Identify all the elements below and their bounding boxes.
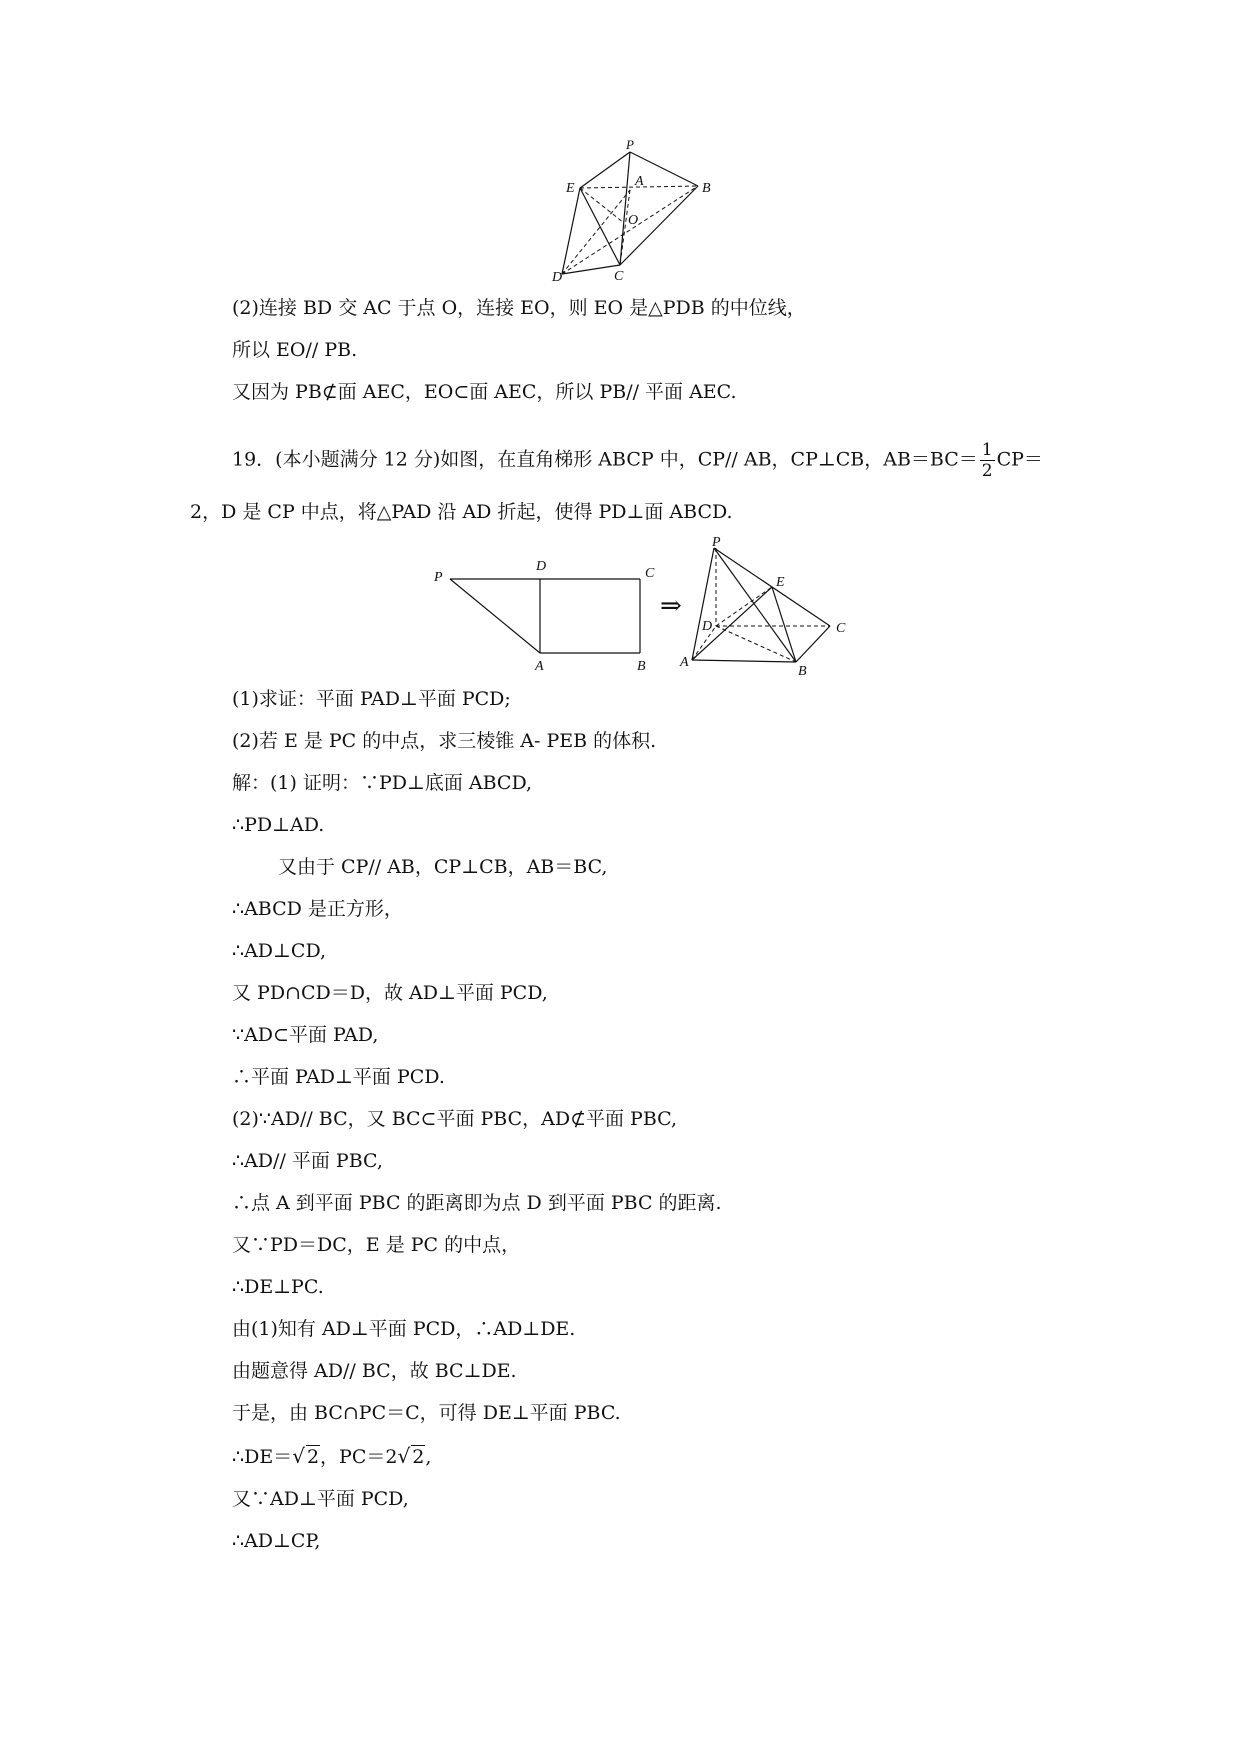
solution-line-2: ∴PD⊥AD. [232, 814, 325, 836]
label-A3: A [680, 655, 689, 670]
fraction-half: $\frac{1}{2}$ [981, 440, 993, 481]
label-E3: E [776, 575, 785, 590]
label-P: P [626, 137, 634, 152]
prev-line-1: (2)连接 BD 交 AC 于点 O，连接 EO，则 EO 是△PDB 的中位线， [232, 297, 806, 319]
label-B: B [702, 181, 711, 196]
solution-line-15: 由题意得 AD// BC，故 BC⊥DE. [232, 1360, 517, 1382]
label-E: E [566, 181, 575, 196]
solution-line-18: ∴AD⊥CP, [232, 1530, 321, 1552]
label-C3: C [836, 621, 846, 636]
question-1: (1)求证：平面 PAD⊥平面 PCD; [232, 688, 511, 710]
prev-line-3: 又因为 PB⊄面 AEC，EO⊂面 AEC，所以 PB// 平面 AEC. [232, 381, 737, 403]
solution-sqrt-line: ∴DE＝√ 2，PC＝2√ 2, [232, 1444, 432, 1468]
q19-line-2: 2，D 是 CP 中点，将△PAD 沿 AD 折起，使得 PD⊥面 ABCD. [190, 501, 733, 523]
label-P2: P [434, 570, 443, 585]
solution-line-7: ∵AD⊂平面 PAD, [232, 1024, 379, 1046]
solution-line-3: 又由于 CP// AB，CP⊥CB，AB＝BC, [278, 856, 608, 878]
label-A2: A [535, 659, 544, 674]
label-C2: C [645, 566, 655, 581]
solution-line-12: 又∵PD＝DC，E 是 PC 的中点， [232, 1234, 521, 1256]
solution-line-5: ∴AD⊥CD, [232, 940, 327, 962]
label-D3: D [702, 619, 713, 634]
solution-line-10: ∴AD// 平面 PBC, [232, 1150, 383, 1172]
solution-line-13: ∴DE⊥PC. [232, 1276, 324, 1298]
folded-pyramid-figure [680, 535, 860, 680]
label-B2: B [637, 659, 646, 674]
label-P3: P [712, 535, 721, 550]
solution-line-14: 由(1)知有 AD⊥平面 PCD，∴AD⊥DE. [232, 1318, 576, 1340]
solution-line-4: ∴ABCD 是正方形， [232, 898, 403, 920]
solution-line-8: ∴平面 PAD⊥平面 PCD. [232, 1066, 445, 1088]
solution-line-1: 解：(1) 证明：∵PD⊥底面 ABCD, [232, 772, 533, 794]
q19-line-1: 19．(本小题满分 12 分)如图，在直角梯形 ABCP 中，CP// AB，CP⊥CB，AB＝BC＝ $\frac{1}{2}$ CP＝ [232, 440, 1043, 481]
label-B3: B [798, 664, 807, 679]
pyramid-figure [552, 137, 732, 285]
label-A: A [635, 174, 644, 189]
label-D: D [552, 270, 563, 285]
prev-line-2: 所以 EO// PB. [232, 339, 358, 361]
solution-line-16: 于是，由 BC∩PC＝C，可得 DE⊥平面 PBC. [232, 1402, 621, 1424]
question-2: (2)若 E 是 PC 的中点，求三棱锥 A- PEB 的体积. [232, 730, 657, 752]
q19-text: 19．(本小题满分 12 分)如图，在直角梯形 ABCP 中，CP// AB，CP⊥CB，AB＝BC＝ [232, 448, 978, 471]
arrow-implies: ⇒ [660, 591, 682, 621]
solution-line-6: 又 PD∩CD＝D，故 AD⊥平面 PCD, [232, 982, 548, 1004]
solution-line-11: ∴点 A 到平面 PBC 的距离即为点 D 到平面 PBC 的距离. [232, 1192, 722, 1214]
label-D2: D [536, 559, 547, 574]
label-C: C [614, 269, 624, 284]
label-O: O [628, 213, 639, 228]
trapezoid-figure [432, 555, 672, 675]
solution-line-17: 又∵AD⊥平面 PCD, [232, 1488, 409, 1510]
solution-line-9: (2)∵AD// BC，又 BC⊂平面 PBC，AD⊄平面 PBC, [232, 1108, 678, 1130]
